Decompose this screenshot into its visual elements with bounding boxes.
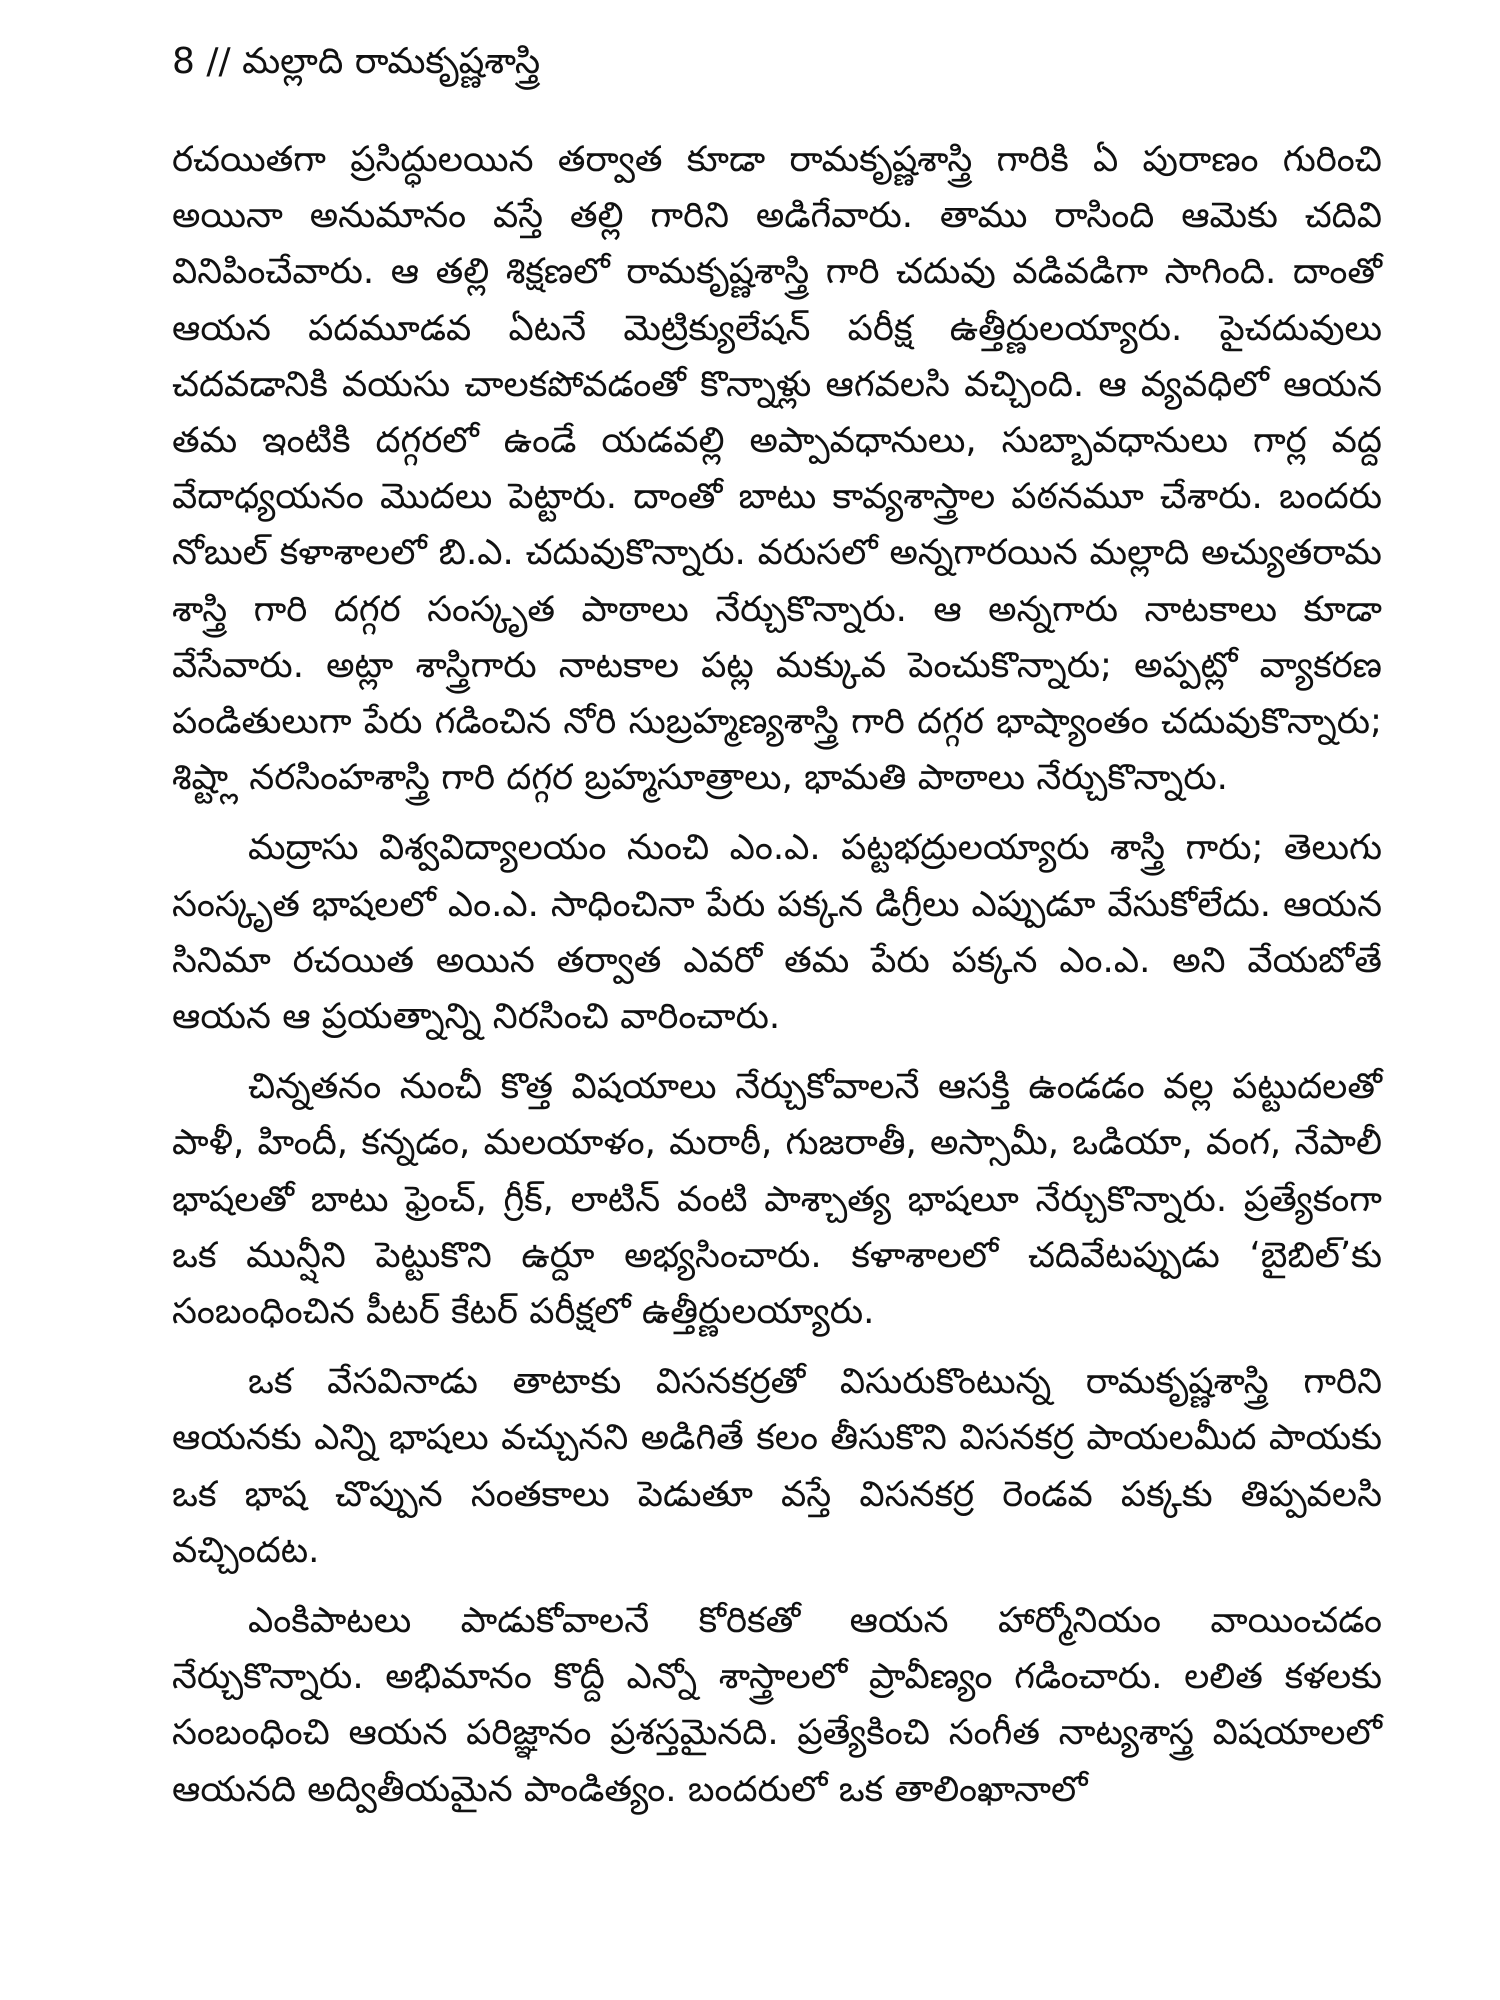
running-title: మల్లాది రామకృష్ణశాస్త్రి: [242, 41, 541, 82]
page-number: 8: [172, 41, 195, 82]
paragraph-2: మద్రాసు విశ్వవిద్యాలయం నుంచి ఎం.ఎ. పట్టభద్రులయ్యారు శాస్త్రి గారు; తెలుగు సంస్కృత భాషలలో ఎం.ఎ. సాధించినా పేరు పక్కన డిగ్రీలు ఎప్పుడూ వేసుకోలేదు. ఆయన సినిమా రచయిత అయిన తర్వాత ఎవరో తమ పేరు పక్కన ఎం.ఎ. అని వేయబోతే ఆయన ఆ ప్రయత్నాన్ని నిరసించి వారించారు.: [172, 827, 1382, 1038]
body-text: [172, 132, 1382, 1818]
paragraph-3: చిన్నతనం నుంచీ కొత్త విషయాలు నేర్చుకోవాలనే ఆసక్తి ఉండడం వల్ల పట్టుదలతో పాళీ, హిందీ, కన్నడం, మలయాళం, మరాఠీ, గుజరాతీ, అస్సామీ, ఒడియా, వంగ, నేపాలీ భాషలతో బాటు ఫ్రెంచ్, గ్రీక్, లాటిన్ వంటి పాశ్చాత్య భాషలూ నేర్చుకొన్నారు. ప్రత్యేకంగా ఒక మున్షీని పెట్టుకొని ఉర్దూ అభ్యసించారు. కళాశాలలో చదివేటప్పుడు ‘బైబిల్’కు సంబంధించిన పీటర్ కేటర్ పరీక్షలో ఉత్తీర్ణులయ్యారు.: [172, 1066, 1382, 1333]
header-separator: //: [206, 41, 231, 82]
paragraph-5: ఎంకిపాటలు పాడుకోవాలనే కోరికతో ఆయన హార్మోనియం వాయించడం నేర్చుకొన్నారు. అభిమానం కొద్దీ ఎన్నో శాస్త్రాలలో ప్రావీణ్యం గడించారు. లలిత కళలకు సంబంధించి ఆయన పరిజ్ఞానం ప్రశస్తమైనది. ప్రత్యేకించి సంగీత నాట్యశాస్త్ర విషయాలలో ఆయనది అద్వితీయమైన పాండిత్యం. బందరులో ఒక తాలింఖానాలో: [172, 1600, 1382, 1810]
paragraph-4: ఒక వేసవినాడు తాటాకు విసనకర్రతో విసురుకొంటున్న రామకృష్ణశాస్త్రి గారిని ఆయనకు ఎన్ని భాషలు వచ్చునని అడిగితే కలం తీసుకొని విసనకర్ర పాయలమీద పాయకు ఒక భాష చొప్పున సంతకాలు పెడుతూ వస్తే విసనకర్ర రెండవ పక్కకు తిప్పవలసి వచ్చిందట.: [172, 1361, 1382, 1571]
paragraph-1: రచయితగా ప్రసిద్ధులయిన తర్వాత కూడా రామకృష్ణశాస్త్రి గారికి ఏ పురాణం గురించి అయినా అనుమానం వస్తే తల్లి గారిని అడిగేవారు. తాము రాసింది ఆమెకు చదివి వినిపించేవారు. ఆ తల్లి శిక్షణలో రామకృష్ణశాస్త్రి గారి చదువు వడివడిగా సాగింది. దాంతో ఆయన పదమూడవ ఏటనే మెట్రిక్యులేషన్ పరీక్ష ఉత్తీర్ణులయ్యారు. పైచదువులు చదవడానికి వయసు చాలకపోవడంతో కొన్నాళ్లు ఆగవలసి వచ్చింది. ఆ వ్యవధిలో ఆయన తమ ఇంటికి దగ్గరలో ఉండే యడవల్లి అప్పావధానులు, సుబ్బావధానులు గార్ల వద్ద వేదాధ్యయనం మొదలు పెట్టారు. దాంతో బాటు కావ్యశాస్త్రాల పఠనమూ చేశారు. బందరు నోబుల్ కళాశాలలో బి.ఎ. చదువుకొన్నారు. వరుసలో అన్నగారయిన మల్లాది అచ్యుతరామ శాస్త్రి గారి దగ్గర సంస్కృత పాఠాలు నేర్చుకొన్నారు. ఆ అన్నగారు నాటకాలు కూడా వేసేవారు. అట్లా శాస్త్రిగారు నాటకాల పట్ల మక్కువ పెంచుకొన్నారు; అప్పట్లో వ్యాకరణ పండితులుగా పేరు గడించిన నోరి సుబ్రహ్మణ్యశాస్త్రి గారి దగ్గర భాష్యాంతం చదువుకొన్నారు; శిష్ట్లా నరసింహశాస్త్రి గారి దగ్గర బ్రహ్మసూత్రాలు, భామతి పాఠాలు నేర్చుకొన్నారు.: [172, 139, 1382, 799]
page-header: [172, 34, 540, 90]
